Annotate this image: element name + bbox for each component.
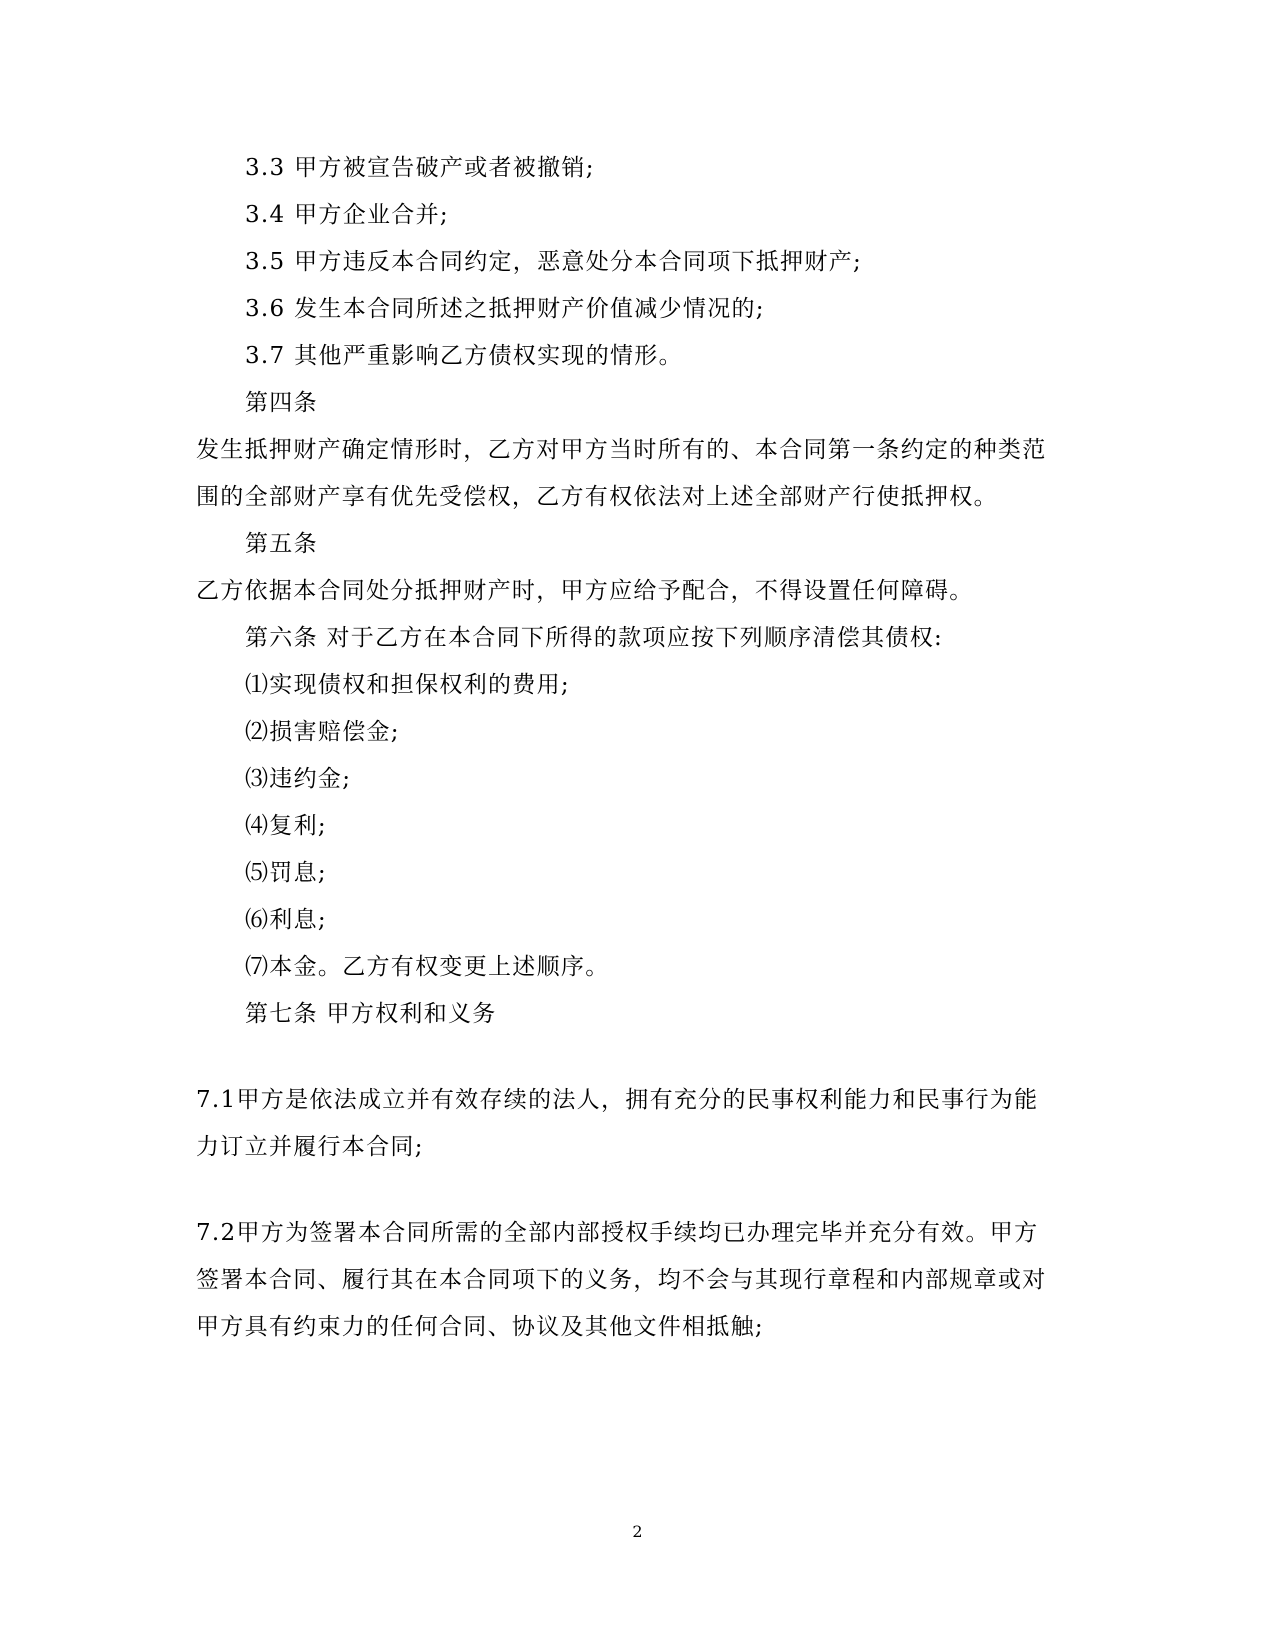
clause-7-1-line-1: 7.1甲方是依法成立并有效存续的法人，拥有充分的民事权利能力和民事行为能 (196, 1087, 1039, 1113)
clause-7-2-line-2: 签署本合同、履行其在本合同项下的义务，均不会与其现行章程和内部规章或对 (196, 1267, 1047, 1293)
article-4-text-line-1: 发生抵押财产确定情形时，乙方对甲方当时所有的、本合同第一条约定的种类范 (196, 437, 1047, 463)
clause-3-6: 3.6 发生本合同所述之抵押财产价值减少情况的; (245, 296, 765, 322)
article-6-item-1: ⑴实现债权和担保权利的费用; (245, 672, 570, 698)
article-6-item-7: ⑺本金。乙方有权变更上述顺序。 (245, 954, 610, 980)
article-5-text: 乙方依据本合同处分抵押财产时，甲方应给予配合，不得设置任何障碍。 (196, 578, 974, 604)
clause-3-5: 3.5 甲方违反本合同约定，恶意处分本合同项下抵押财产; (245, 249, 863, 275)
article-4-heading: 第四条 (245, 390, 318, 416)
article-6-item-5: ⑸罚息; (245, 860, 327, 886)
clause-3-7: 3.7 其他严重影响乙方债权实现的情形。 (245, 343, 683, 369)
page-number: 2 (632, 1522, 643, 1541)
article-6-heading: 第六条 对于乙方在本合同下所得的款项应按下列顺序清偿其债权: (245, 625, 944, 651)
clause-3-3: 3.3 甲方被宣告破产或者被撤销; (245, 155, 595, 181)
clause-7-1-line-2: 力订立并履行本合同; (196, 1134, 424, 1160)
clause-7-2-line-1: 7.2甲方为签署本合同所需的全部内部授权手续均已办理完毕并充分有效。甲方 (196, 1220, 1039, 1246)
clause-3-4: 3.4 甲方企业合并; (245, 202, 449, 228)
article-6-item-2: ⑵损害赔偿金; (245, 719, 400, 745)
article-5-heading: 第五条 (245, 531, 318, 557)
article-7-heading: 第七条 甲方权利和义务 (245, 1001, 497, 1027)
article-6-item-6: ⑹利息; (245, 907, 327, 933)
article-6-item-4: ⑷复利; (245, 813, 327, 839)
clause-7-2-line-3: 甲方具有约束力的任何合同、协议及其他文件相抵触; (196, 1314, 764, 1340)
article-4-text-line-2: 围的全部财产享有优先受偿权，乙方有权依法对上述全部财产行使抵押权。 (196, 484, 998, 510)
article-6-item-3: ⑶违约金; (245, 766, 352, 792)
